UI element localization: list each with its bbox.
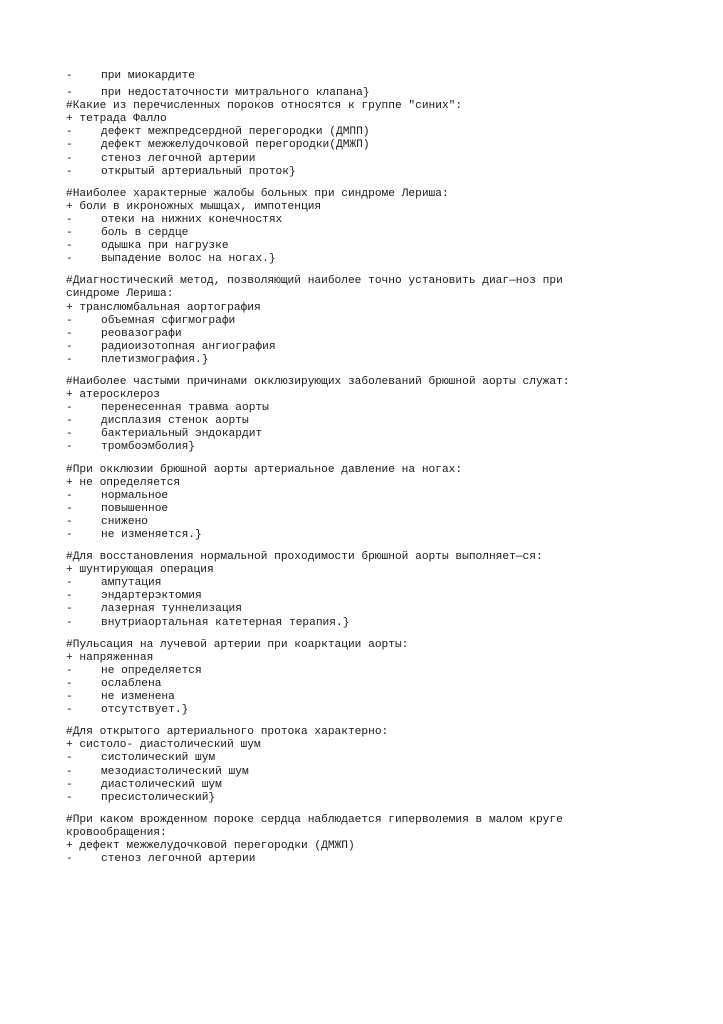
dash-marker: - [66, 691, 73, 704]
option-text: мезодиастолический шум [101, 765, 249, 778]
option-text: дефект межжелудочковой перегородки(ДМЖП) [101, 139, 370, 152]
option-line [66, 70, 706, 83]
dash-marker: - [66, 227, 73, 240]
correct-answer: + не определяется [66, 476, 181, 489]
option-text: радиоизотопная ангиография [101, 340, 276, 353]
option-text: отеки на нижних конечностях [101, 213, 283, 226]
option-line [66, 678, 706, 691]
option-text: стеноз легочной артерии [101, 853, 256, 866]
dash-marker: - [66, 778, 73, 791]
dash-marker: - [66, 616, 73, 629]
option-text: при недостаточности митрального клапана} [101, 87, 370, 100]
question-block [66, 726, 706, 805]
option-text: реовазографи [101, 327, 182, 340]
option-text: внутриаортальная катетерная терапия.} [101, 616, 350, 629]
dash-marker: - [66, 441, 73, 454]
option-text: не изменена [101, 691, 175, 704]
option-line [66, 529, 706, 542]
question-text: синдроме Лериша: [66, 288, 174, 301]
option-line [66, 328, 706, 341]
dash-marker: - [66, 765, 73, 778]
dash-marker: - [66, 213, 73, 226]
dash-marker: - [66, 87, 73, 100]
option-line [66, 590, 706, 603]
option-text: открытый артериальный проток} [101, 165, 296, 178]
option-line [66, 428, 706, 441]
option-text: систолический шум [101, 752, 216, 765]
option-text: диастолический шум [101, 778, 222, 791]
option-line [66, 153, 706, 166]
option-text: дисплазия стенок аорты [101, 415, 249, 428]
option-text: боль в сердце [101, 227, 189, 240]
option-text: выпадение волос на ногах.} [101, 253, 276, 266]
option-line [66, 704, 706, 717]
question-text: #При окклюзии брюшной аорты артериальное давление на ногах: [66, 463, 463, 476]
header-block [66, 70, 706, 100]
question-block [66, 639, 706, 718]
question-text: #При каком врожденном пороке сердца наблюдается гиперволемия в малом круге [66, 813, 563, 826]
option-line [66, 341, 706, 354]
option-line [66, 617, 706, 630]
option-line [66, 691, 706, 704]
question-text: кровообращения: [66, 826, 167, 839]
dash-marker: - [66, 240, 73, 253]
option-text: отсутствует.} [101, 704, 189, 717]
question-text: #Для открытого артериального протока характерно: [66, 726, 389, 739]
dash-marker: - [66, 70, 73, 82]
dash-marker: - [66, 590, 73, 603]
question-block [66, 551, 706, 630]
option-line [66, 253, 706, 266]
option-line [66, 792, 706, 805]
option-line [66, 516, 706, 529]
dash-marker: - [66, 340, 73, 353]
correct-answer: + шунтирующая операция [66, 564, 214, 577]
option-text: перенесенная травма аорты [101, 402, 269, 415]
dash-marker: - [66, 664, 73, 677]
dash-marker: - [66, 677, 73, 690]
option-line [66, 166, 706, 179]
question-block [66, 275, 706, 367]
correct-answer: + атеросклероз [66, 389, 160, 402]
dash-marker: - [66, 428, 73, 441]
option-text: лазерная туннелизация [101, 603, 242, 616]
dash-marker: - [66, 165, 73, 178]
dash-marker: - [66, 152, 73, 165]
option-text: тромбоэмболия} [101, 441, 195, 454]
option-line [66, 752, 706, 765]
option-text: объемная сфигмографи [101, 314, 236, 327]
question-text: #Для восстановления нормальной проходимости брюшной аорты выполняет—ся: [66, 551, 543, 564]
option-line [66, 766, 706, 779]
dash-marker: - [66, 791, 73, 804]
option-line [66, 240, 706, 253]
question-block [66, 188, 706, 267]
dash-marker: - [66, 353, 73, 366]
correct-answer: + дефект межжелудочковой перегородки (ДМЖП) [66, 839, 355, 852]
question-text: #Какие из перечисленных пороков относятся к группе "синих": [66, 100, 463, 113]
option-line [66, 503, 706, 516]
option-line [66, 665, 706, 678]
question-block [66, 464, 706, 543]
dash-marker: - [66, 253, 73, 266]
option-line [66, 402, 706, 415]
dash-marker: - [66, 577, 73, 590]
dash-marker: - [66, 314, 73, 327]
option-text: стеноз легочной артерии [101, 152, 256, 165]
option-text: повышенное [101, 502, 169, 515]
option-line [66, 227, 706, 240]
option-line [66, 315, 706, 328]
option-text: нормальное [101, 489, 169, 502]
dash-marker: - [66, 704, 73, 717]
dash-marker: - [66, 752, 73, 765]
dash-marker: - [66, 502, 73, 515]
option-line [66, 354, 706, 367]
option-text: не изменяется.} [101, 529, 202, 541]
option-line [66, 441, 706, 454]
option-text: эндартерэктомия [101, 590, 202, 603]
question-block [66, 100, 706, 179]
dash-marker: - [66, 327, 73, 340]
option-text: не определяется [101, 664, 202, 677]
option-text: ампутация [101, 577, 162, 590]
correct-answer: + транслюмбальная аортография [66, 301, 261, 314]
question-text: #Наиболее характерные жалобы больных при синдроме Лериша: [66, 187, 449, 200]
dash-marker: - [66, 402, 73, 415]
correct-answer: + напряженная [66, 651, 154, 664]
dash-marker: - [66, 529, 73, 541]
question-text: #Диагностический метод, позволяющий наиболее точно установить диаг—ноз при [66, 275, 563, 288]
question-list [66, 100, 706, 866]
option-line [66, 779, 706, 792]
dash-marker: - [66, 139, 73, 152]
option-text: снижено [101, 515, 148, 528]
dash-marker: - [66, 603, 73, 616]
option-text: при миокардите [101, 70, 195, 82]
dash-marker: - [66, 415, 73, 428]
option-line [66, 87, 706, 100]
option-line [66, 214, 706, 227]
question-text: #Пульсация на лучевой артерии при коарктации аорты: [66, 638, 409, 651]
correct-answer: + систоло- диастолический шум [66, 739, 261, 752]
question-block [66, 376, 706, 455]
dash-marker: - [66, 515, 73, 528]
option-line [66, 603, 706, 616]
dash-marker: - [66, 126, 73, 139]
dash-marker: - [66, 489, 73, 502]
option-text: плетизмография.} [101, 353, 209, 366]
document-page [66, 70, 706, 866]
option-line [66, 126, 706, 139]
question-text: #Наиболее частыми причинами окклюзирующих заболеваний брюшной аорты служат: [66, 375, 570, 388]
correct-answer: + тетрада Фалло [66, 113, 167, 126]
correct-answer: + боли в икроножных мышцах, импотенция [66, 200, 322, 213]
option-line [66, 577, 706, 590]
option-line [66, 415, 706, 428]
question-block [66, 814, 706, 866]
option-text: дефект межпредсердной перегородки (ДМПП) [101, 126, 370, 139]
option-text: бактериальный эндокардит [101, 428, 263, 441]
option-text: ослаблена [101, 677, 162, 690]
option-line [66, 139, 706, 152]
option-line [66, 853, 706, 866]
option-line [66, 490, 706, 503]
dash-marker: - [66, 853, 73, 866]
option-text: пресистолический} [101, 791, 216, 804]
option-text: одышка при нагрузке [101, 240, 229, 253]
